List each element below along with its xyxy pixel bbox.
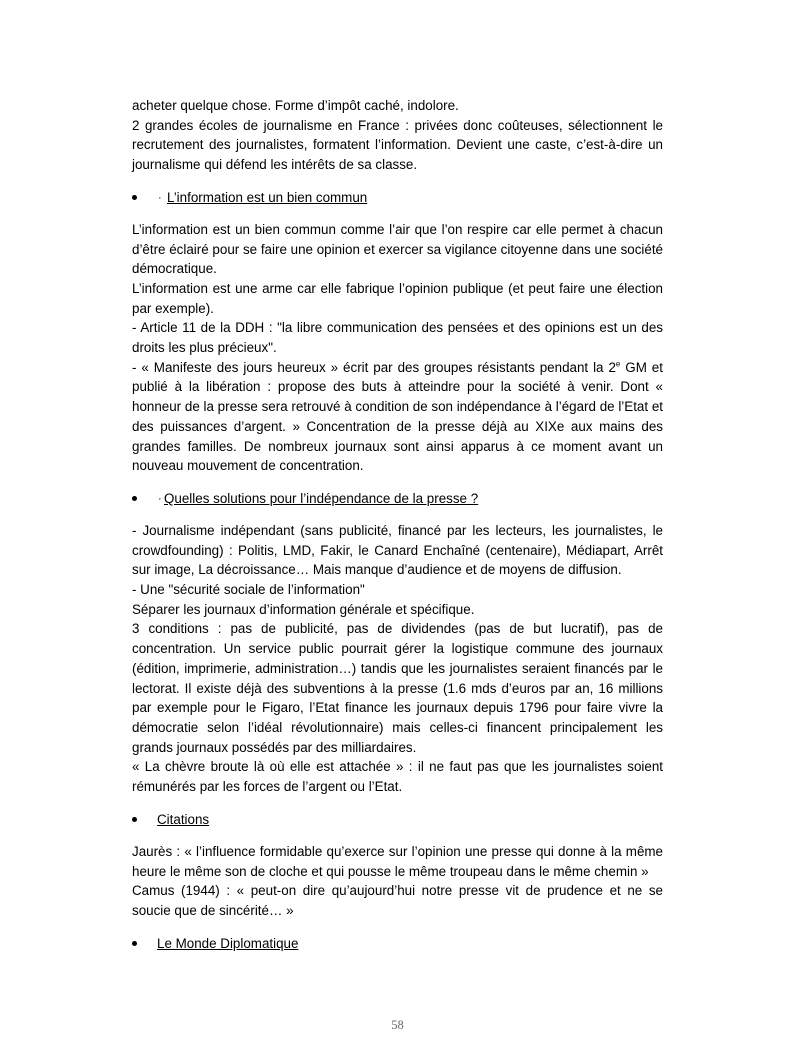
section-heading-solutions: [132, 489, 663, 509]
paragraph: « La chèvre broute là où elle est attachée » : il ne faut pas que les journalistes soient rémunérés par les forces de l’argent ou l’Etat.: [132, 759, 663, 795]
superscript: e: [615, 359, 621, 369]
heading-title: L’information est un bien commun: [167, 189, 368, 205]
bullet-icon: [132, 941, 137, 946]
intro-paragraph-1: acheter quelque chose. Forme d’impôt caché, indolore.: [132, 98, 459, 113]
paragraph: L’information est une arme car elle fabrique l’opinion publique (et peut faire une élection par exemple).: [132, 280, 663, 316]
bullet-icon: [132, 496, 137, 501]
intro-paragraph-2: 2 grandes écoles de journalisme en France : privées donc coûteuses, sélectionnent le recrutement des journalistes, formatent l’information. Devient une caste, c’est-à-dire un journalisme qui défend les intérêts de sa classe.: [132, 117, 663, 173]
heading-title: Le Monde Diplomatique: [157, 935, 299, 951]
section-heading-citations: [132, 810, 663, 830]
paragraph: - Journalisme indépendant (sans publicité, financé par les lecteurs, les journalistes, le crowdfounding) : Politis, LMD, Fakir, le Canard Enchaîné (centenaire), Médiapart, Arrêt sur image, La décroissance… Mais manque d’audience et de moyens de diffusion.: [132, 522, 663, 578]
paragraph: - Article 11 de la DDH : "la libre communication des pensées et des opinions est un des droits les plus précieux".: [132, 320, 663, 356]
heading-prefix: ·: [158, 492, 162, 505]
document-body: [132, 96, 663, 966]
heading-prefix: ·: [158, 191, 162, 204]
page-number: 58: [391, 1018, 404, 1032]
paragraph: L’information est un bien commun comme l’air que l’on respire car elle permet à chacun d’être éclairé pour se faire une opinion et exercer sa vigilance citoyenne dans une société démocratique.: [132, 221, 663, 277]
paragraph: Séparer les journaux d’information générale et spécifique.: [132, 601, 475, 617]
section-heading-bien-commun: [132, 188, 663, 208]
manifeste-paragraph: [132, 358, 663, 476]
paragraph: - Une "sécurité sociale de l’information": [132, 582, 365, 598]
manifeste-text-end: GM et publié à la libération : propose des buts à atteindre pour la société à venir. Dont « honneur de la presse sera retrouvé à condition de son indépendance à l’égard de l’Etat et des puissances d’argent. » Concentration de la presse déjà au XIXe aux mains des grandes familles. De nombreux journaux sont ainsi apparus à ce moment avant un nouveau mouvement de concentration.: [132, 359, 663, 474]
paragraph: 3 conditions : pas de publicité, pas de dividendes (pas de but lucratif), pas de concentration. Un service public pourrait gérer la logistique commune des journaux (édition, imprimerie, administration…) tandis que les journalistes seraient financés par le lectorat. Il existe déjà des subventions à la presse (1.6 mds d’euros par an, 16 millions par exemple pour le Figaro, l’Etat finance les journaux depuis 1796 pour faire vivre la démocratie selon l’idéal révolutionnaire) mais celles-ci financent principalement les grands journaux possédés par des milliardaires.: [132, 621, 663, 755]
bullet-icon: [132, 817, 137, 822]
paragraph: Camus (1944) : « peut-on dire qu’aujourd’hui notre presse vit de prudence et ne se soucie que de sincérité… »: [132, 883, 663, 918]
bullet-icon: [132, 195, 137, 200]
heading-title: Citations: [157, 811, 210, 827]
section-heading-monde-diplomatique: [132, 934, 663, 954]
manifeste-text-start: - « Manifeste des jours heureux » écrit par des groupes résistants pendant la 2: [132, 359, 616, 375]
heading-title: Quelles solutions pour l’indépendance de la presse ?: [164, 490, 479, 506]
paragraph: Jaurès : « l’influence formidable qu’exerce sur l’opinion une presse qui donne à la même heure le même son de cloche et qui pousse le même troupeau dans le même chemin »: [132, 843, 663, 879]
